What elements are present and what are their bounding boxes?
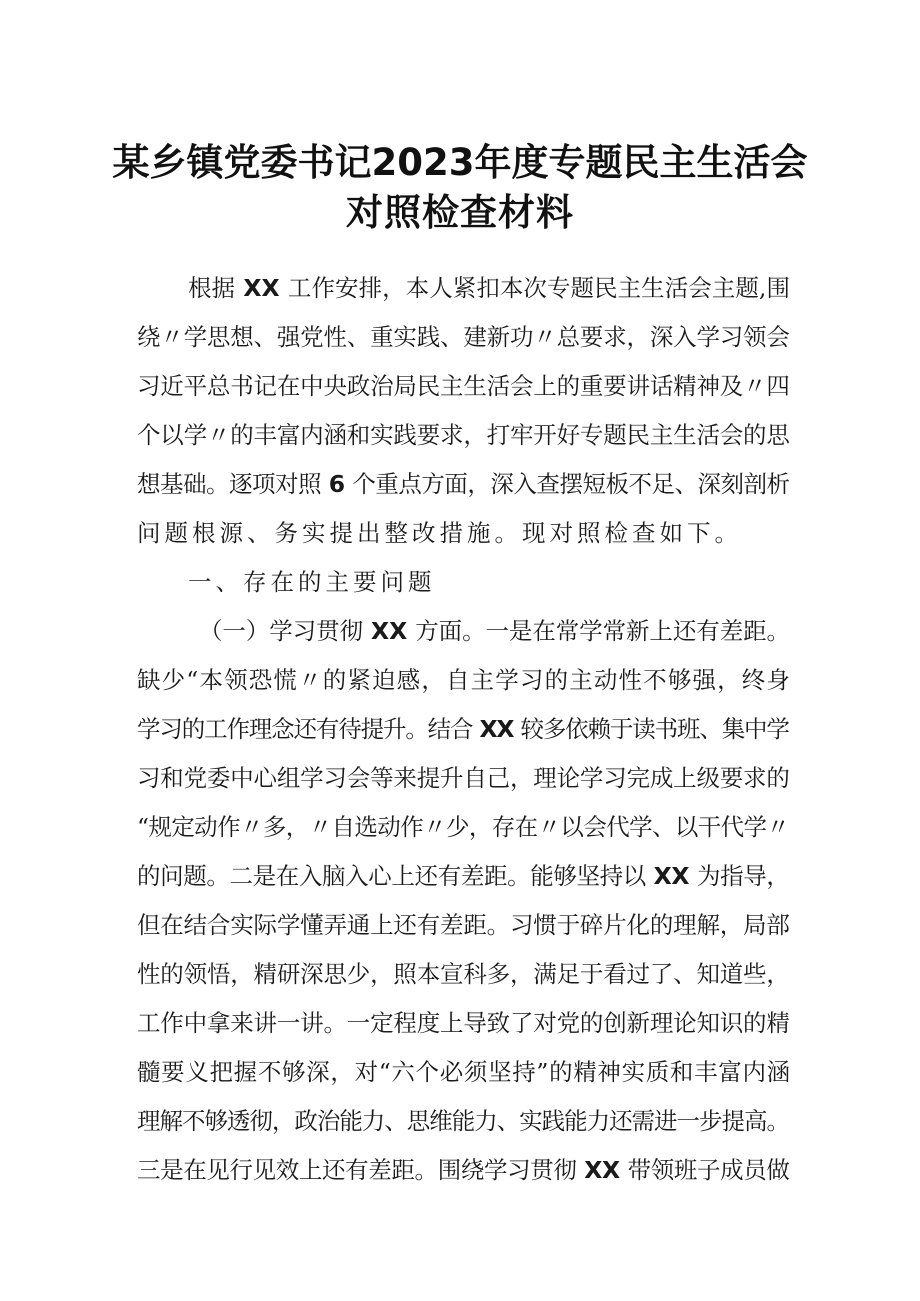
body-line: 的问题。二是在入脑入心上还有差距。能够坚持以 XX 为指导， xyxy=(137,862,790,890)
body-line: 个以学〃的丰富内涵和实践要求，打牢开好专题民主生活会的思 xyxy=(137,421,790,449)
section-heading: 一、存在的主要问题 xyxy=(188,568,436,596)
body-line: “规定动作〃多，〃自选动作〃少，存在〃以会代学、以干代学〃 xyxy=(137,813,790,841)
body-line: 习近平总书记在中央政治局民主生活会上的重要讲话精神及〃四 xyxy=(137,372,790,400)
body-line: 习和党委中心组学习会等来提升自己，理论学习完成上级要求的 xyxy=(137,764,790,792)
body-line: 三是在见行见效上还有差距。围绕学习贯彻 XX 带领班子成员做 xyxy=(137,1156,790,1184)
body-line: 髓要义把握不够深，对“六个必须坚持”的精神实质和丰富内涵 xyxy=(137,1058,791,1086)
body-line: 性的领悟，精研深思少，照本宣科多，满足于看过了、知道些， xyxy=(137,960,790,988)
document-title-line-1: 某乡镇党委书记2023年度专题民主生活会 xyxy=(112,141,808,184)
body-line: 绕〃学思想、强党性、重实践、建新功〃总要求，深入学习领会 xyxy=(137,323,790,351)
body-line: 根据 XX 工作安排，本人紧扣本次专题民主生活会主题,围 xyxy=(188,274,790,302)
body-line: 理解不够透彻，政治能力、思维能力、实践能力还需进一步提高。 xyxy=(137,1107,789,1135)
body-line: 但在结合实际学懂弄通上还有差距。习惯于碎片化的理解，局部 xyxy=(137,911,790,939)
body-line: （一）学习贯彻 XX 方面。一是在常学常新上还有差距。 xyxy=(199,617,790,645)
body-line: 想基础。逐项对照 6 个重点方面，深入查摆短板不足、深刻剖析 xyxy=(137,470,790,498)
body-line: 工作中拿来讲一讲。一定程度上导致了对党的创新理论知识的精 xyxy=(137,1009,790,1037)
body-line: 学习的工作理念还有待提升。结合 XX 较多依赖于读书班、集中学 xyxy=(137,715,789,743)
document-title-line-2: 对照检查材料 xyxy=(346,191,574,234)
body-line: 缺少“本领恐慌〃的紧迫感，自主学习的主动性不够强，终身 xyxy=(137,666,792,694)
body-line: 问题根源、务实提出整改措施。现对照检查如下。 xyxy=(137,519,742,547)
